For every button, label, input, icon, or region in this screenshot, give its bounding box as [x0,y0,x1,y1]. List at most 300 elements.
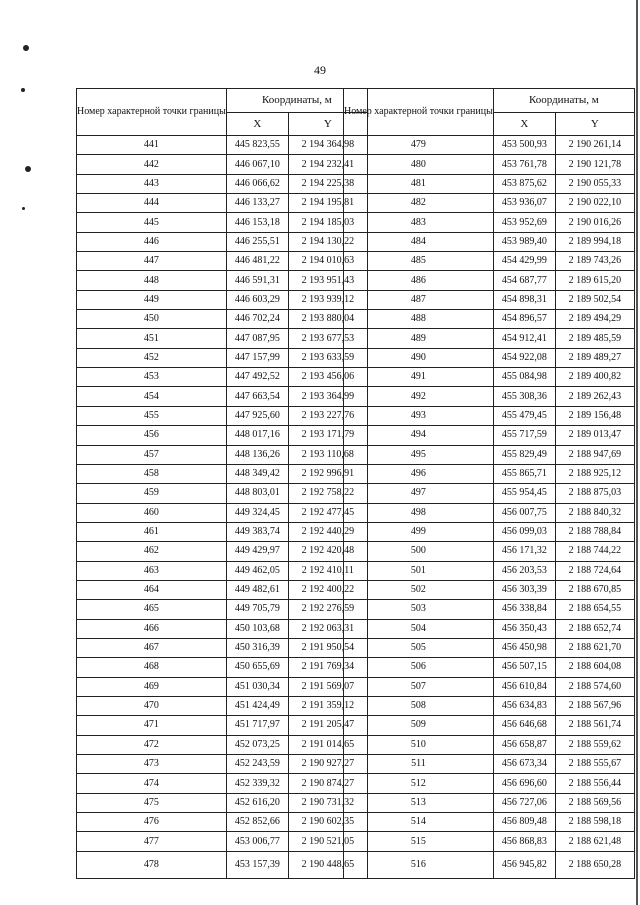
table-row [344,310,635,329]
table-row [77,194,368,213]
point-number-cell: 455 [77,406,227,425]
y-coordinate-cell: 2 189 994,18 [555,232,634,251]
x-coordinate-cell: 453 952,69 [493,213,555,232]
table-row [77,580,368,599]
y-coordinate-cell: 2 192 996,91 [288,464,367,483]
point-number-cell: 446 [77,232,227,251]
scan-edge-line [636,0,638,905]
table-row [77,271,368,290]
y-coordinate-cell: 2 188 556,44 [555,774,634,793]
point-number-cell: 503 [344,600,494,619]
x-coordinate-cell: 447 087,95 [226,329,288,348]
x-coordinate-cell: 454 898,31 [493,290,555,309]
table-row [344,755,635,774]
point-number-cell: 454 [77,387,227,406]
y-coordinate-cell: 2 193 171,79 [288,426,367,445]
scan-speck [22,207,25,210]
table-row [77,445,368,464]
point-number-cell: 464 [77,580,227,599]
table-row [77,155,368,174]
y-coordinate-cell: 2 188 670,85 [555,580,634,599]
x-coordinate-cell: 446 153,18 [226,213,288,232]
point-number-cell: 511 [344,755,494,774]
y-coordinate-cell: 2 192 276,59 [288,600,367,619]
point-number-cell: 461 [77,522,227,541]
point-number-cell: 473 [77,755,227,774]
y-coordinate-cell: 2 188 925,12 [555,464,634,483]
x-coordinate-cell: 449 324,45 [226,503,288,522]
table-row [77,561,368,580]
table-row [77,232,368,251]
table-row [344,136,635,155]
y-coordinate-cell: 2 190 874,27 [288,774,367,793]
y-coordinate-cell: 2 194 185,03 [288,213,367,232]
point-number-cell: 514 [344,813,494,832]
x-coordinate-cell: 456 171,32 [493,542,555,561]
y-coordinate-cell: 2 188 621,48 [555,832,634,851]
table-row [77,638,368,657]
x-coordinate-cell: 454 912,41 [493,329,555,348]
point-number-cell: 471 [77,716,227,735]
x-coordinate-cell: 454 687,77 [493,271,555,290]
x-coordinate-cell: 455 829,49 [493,445,555,464]
y-coordinate-cell: 2 188 574,60 [555,677,634,696]
y-coordinate-cell: 2 188 569,56 [555,793,634,812]
point-number-cell: 506 [344,658,494,677]
table-row [344,232,635,251]
x-coordinate-cell: 453 157,39 [226,851,288,878]
table-row [344,696,635,715]
table-row [344,677,635,696]
x-coordinate-cell: 456 634,83 [493,696,555,715]
table-row [344,735,635,754]
scan-speck [23,45,29,51]
table-row [344,368,635,387]
table-row [344,619,635,638]
table-row [77,213,368,232]
coordinates-table-left [76,88,368,879]
x-coordinate-cell: 448 136,26 [226,445,288,464]
y-coordinate-cell: 2 188 567,96 [555,696,634,715]
point-number-cell: 485 [344,252,494,271]
y-coordinate-cell: 2 188 559,62 [555,735,634,754]
table-row [344,600,635,619]
header-x: X [493,113,555,136]
y-coordinate-cell: 2 194 225,38 [288,174,367,193]
y-coordinate-cell: 2 189 502,54 [555,290,634,309]
x-coordinate-cell: 450 316,39 [226,638,288,657]
y-coordinate-cell: 2 190 731,32 [288,793,367,812]
y-coordinate-cell: 2 189 156,48 [555,406,634,425]
table-row [344,252,635,271]
y-coordinate-cell: 2 191 569,07 [288,677,367,696]
point-number-cell: 453 [77,368,227,387]
table-row [77,426,368,445]
x-coordinate-cell: 452 073,25 [226,735,288,754]
point-number-cell: 512 [344,774,494,793]
x-coordinate-cell: 449 429,97 [226,542,288,561]
table-row [344,638,635,657]
table-row [344,445,635,464]
point-number-cell: 475 [77,793,227,812]
x-coordinate-cell: 456 007,75 [493,503,555,522]
point-number-cell: 445 [77,213,227,232]
y-coordinate-cell: 2 194 130,22 [288,232,367,251]
x-coordinate-cell: 446 133,27 [226,194,288,213]
table-row [77,484,368,503]
y-coordinate-cell: 2 188 652,74 [555,619,634,638]
y-coordinate-cell: 2 193 456,06 [288,368,367,387]
x-coordinate-cell: 449 482,61 [226,580,288,599]
point-number-cell: 508 [344,696,494,715]
y-coordinate-cell: 2 189 400,82 [555,368,634,387]
x-coordinate-cell: 450 655,69 [226,658,288,677]
x-coordinate-cell: 456 658,87 [493,735,555,754]
point-number-cell: 509 [344,716,494,735]
table-row [77,290,368,309]
point-number-cell: 502 [344,580,494,599]
table-row [77,600,368,619]
y-coordinate-cell: 2 189 615,20 [555,271,634,290]
table-row [344,155,635,174]
x-coordinate-cell: 454 896,57 [493,310,555,329]
table-row [77,406,368,425]
y-coordinate-cell: 2 191 359,12 [288,696,367,715]
x-coordinate-cell: 451 717,97 [226,716,288,735]
x-coordinate-cell: 446 066,62 [226,174,288,193]
table-row [344,503,635,522]
y-coordinate-cell: 2 193 110,68 [288,445,367,464]
x-coordinate-cell: 447 925,60 [226,406,288,425]
x-coordinate-cell: 456 646,68 [493,716,555,735]
x-coordinate-cell: 447 492,52 [226,368,288,387]
y-coordinate-cell: 2 192 063,31 [288,619,367,638]
y-coordinate-cell: 2 190 602,35 [288,813,367,832]
x-coordinate-cell: 447 663,54 [226,387,288,406]
y-coordinate-cell: 2 188 561,74 [555,716,634,735]
x-coordinate-cell: 452 852,66 [226,813,288,832]
point-number-cell: 505 [344,638,494,657]
table-row [344,542,635,561]
y-coordinate-cell: 2 188 654,55 [555,600,634,619]
table-row [77,619,368,638]
point-number-cell: 469 [77,677,227,696]
header-y: Y [555,113,634,136]
point-number-cell: 465 [77,600,227,619]
table-row [77,658,368,677]
point-number-cell: 452 [77,348,227,367]
x-coordinate-cell: 453 500,93 [493,136,555,155]
point-number-cell: 456 [77,426,227,445]
point-number-cell: 457 [77,445,227,464]
table-row [344,851,635,878]
x-coordinate-cell: 455 479,45 [493,406,555,425]
y-coordinate-cell: 2 192 758,22 [288,484,367,503]
x-coordinate-cell: 448 803,01 [226,484,288,503]
y-coordinate-cell: 2 191 950,54 [288,638,367,657]
y-coordinate-cell: 2 191 205,47 [288,716,367,735]
x-coordinate-cell: 453 936,07 [493,194,555,213]
y-coordinate-cell: 2 190 022,10 [555,194,634,213]
point-number-cell: 459 [77,484,227,503]
x-coordinate-cell: 455 954,45 [493,484,555,503]
point-number-cell: 496 [344,464,494,483]
x-coordinate-cell: 456 350,43 [493,619,555,638]
x-coordinate-cell: 456 099,03 [493,522,555,541]
table-row [344,213,635,232]
point-number-cell: 451 [77,329,227,348]
y-coordinate-cell: 2 189 494,29 [555,310,634,329]
y-coordinate-cell: 2 193 939,12 [288,290,367,309]
point-number-cell: 484 [344,232,494,251]
header-coordinates: Координаты, м [493,89,634,113]
table-row [344,716,635,735]
y-coordinate-cell: 2 189 743,26 [555,252,634,271]
table-row [77,387,368,406]
table-row [77,542,368,561]
y-coordinate-cell: 2 188 724,64 [555,561,634,580]
page-number: 49 [314,63,326,77]
y-coordinate-cell: 2 193 677,53 [288,329,367,348]
table-row [344,464,635,483]
x-coordinate-cell: 446 255,51 [226,232,288,251]
point-number-cell: 463 [77,561,227,580]
point-number-cell: 460 [77,503,227,522]
point-number-cell: 441 [77,136,227,155]
point-number-cell: 493 [344,406,494,425]
point-number-cell: 491 [344,368,494,387]
x-coordinate-cell: 445 823,55 [226,136,288,155]
point-number-cell: 488 [344,310,494,329]
header-x: X [226,113,288,136]
y-coordinate-cell: 2 193 364,99 [288,387,367,406]
y-coordinate-cell: 2 188 875,03 [555,484,634,503]
table-row [344,387,635,406]
x-coordinate-cell: 456 507,15 [493,658,555,677]
x-coordinate-cell: 456 868,83 [493,832,555,851]
table-row [77,774,368,793]
y-coordinate-cell: 2 194 232,41 [288,155,367,174]
y-coordinate-cell: 2 189 262,43 [555,387,634,406]
x-coordinate-cell: 449 462,05 [226,561,288,580]
y-coordinate-cell: 2 190 121,78 [555,155,634,174]
x-coordinate-cell: 450 103,68 [226,619,288,638]
point-number-cell: 501 [344,561,494,580]
scan-speck [21,88,25,92]
x-coordinate-cell: 454 429,99 [493,252,555,271]
table-row [77,310,368,329]
coordinates-table-right [343,88,635,879]
point-number-cell: 470 [77,696,227,715]
header-point-number: Номер характерной точки границы [344,89,494,136]
x-coordinate-cell: 455 865,71 [493,464,555,483]
x-coordinate-cell: 453 761,78 [493,155,555,174]
y-coordinate-cell: 2 188 744,22 [555,542,634,561]
x-coordinate-cell: 456 303,39 [493,580,555,599]
table-row [344,484,635,503]
y-coordinate-cell: 2 190 521,05 [288,832,367,851]
table-row [344,813,635,832]
point-number-cell: 474 [77,774,227,793]
x-coordinate-cell: 455 084,98 [493,368,555,387]
table-row [77,813,368,832]
table-row [344,522,635,541]
y-coordinate-cell: 2 193 227,76 [288,406,367,425]
scan-speck [25,166,31,172]
table-row [344,832,635,851]
x-coordinate-cell: 448 017,16 [226,426,288,445]
x-coordinate-cell: 452 339,32 [226,774,288,793]
x-coordinate-cell: 456 203,53 [493,561,555,580]
point-number-cell: 467 [77,638,227,657]
table-row [77,755,368,774]
x-coordinate-cell: 456 696,60 [493,774,555,793]
table-row [77,793,368,812]
table-row [77,735,368,754]
table-row [344,194,635,213]
header-coordinates: Координаты, м [226,89,367,113]
y-coordinate-cell: 2 188 788,84 [555,522,634,541]
table-row [77,677,368,696]
x-coordinate-cell: 452 616,20 [226,793,288,812]
y-coordinate-cell: 2 192 440,29 [288,522,367,541]
table-row [77,851,368,878]
x-coordinate-cell: 446 603,29 [226,290,288,309]
table-row [344,561,635,580]
point-number-cell: 490 [344,348,494,367]
point-number-cell: 472 [77,735,227,754]
x-coordinate-cell: 448 349,42 [226,464,288,483]
point-number-cell: 476 [77,813,227,832]
point-number-cell: 498 [344,503,494,522]
table-row [77,716,368,735]
point-number-cell: 510 [344,735,494,754]
table-row [77,464,368,483]
header-y: Y [288,113,367,136]
x-coordinate-cell: 446 702,24 [226,310,288,329]
point-number-cell: 500 [344,542,494,561]
y-coordinate-cell: 2 189 485,59 [555,329,634,348]
point-number-cell: 444 [77,194,227,213]
x-coordinate-cell: 446 591,31 [226,271,288,290]
x-coordinate-cell: 451 424,49 [226,696,288,715]
y-coordinate-cell: 2 188 598,18 [555,813,634,832]
table-row [77,252,368,271]
table-row [344,271,635,290]
point-number-cell: 497 [344,484,494,503]
table-row [77,348,368,367]
y-coordinate-cell: 2 188 947,69 [555,445,634,464]
x-coordinate-cell: 456 809,48 [493,813,555,832]
y-coordinate-cell: 2 189 489,27 [555,348,634,367]
y-coordinate-cell: 2 192 410,11 [288,561,367,580]
point-number-cell: 483 [344,213,494,232]
table-row [344,580,635,599]
y-coordinate-cell: 2 190 927,27 [288,755,367,774]
point-number-cell: 513 [344,793,494,812]
y-coordinate-cell: 2 190 261,14 [555,136,634,155]
point-number-cell: 507 [344,677,494,696]
y-coordinate-cell: 2 189 013,47 [555,426,634,445]
point-number-cell: 486 [344,271,494,290]
table-row [344,658,635,677]
table-row [77,368,368,387]
table-row [344,793,635,812]
point-number-cell: 477 [77,832,227,851]
y-coordinate-cell: 2 192 420,48 [288,542,367,561]
table-row [344,426,635,445]
x-coordinate-cell: 452 243,59 [226,755,288,774]
point-number-cell: 495 [344,445,494,464]
table-row [344,406,635,425]
point-number-cell: 479 [344,136,494,155]
point-number-cell: 448 [77,271,227,290]
point-number-cell: 450 [77,310,227,329]
x-coordinate-cell: 451 030,34 [226,677,288,696]
table-row [77,174,368,193]
point-number-cell: 449 [77,290,227,309]
x-coordinate-cell: 453 006,77 [226,832,288,851]
x-coordinate-cell: 453 989,40 [493,232,555,251]
y-coordinate-cell: 2 193 951,43 [288,271,367,290]
y-coordinate-cell: 2 190 055,33 [555,174,634,193]
table-row [77,329,368,348]
y-coordinate-cell: 2 193 880,04 [288,310,367,329]
y-coordinate-cell: 2 188 604,08 [555,658,634,677]
y-coordinate-cell: 2 188 621,70 [555,638,634,657]
point-number-cell: 466 [77,619,227,638]
x-coordinate-cell: 449 705,79 [226,600,288,619]
point-number-cell: 480 [344,155,494,174]
x-coordinate-cell: 456 338,84 [493,600,555,619]
x-coordinate-cell: 456 727,06 [493,793,555,812]
table-row [344,290,635,309]
table-row [344,348,635,367]
y-coordinate-cell: 2 192 477,45 [288,503,367,522]
table-row [77,503,368,522]
point-number-cell: 462 [77,542,227,561]
y-coordinate-cell: 2 188 650,28 [555,851,634,878]
point-number-cell: 481 [344,174,494,193]
table-row [77,136,368,155]
y-coordinate-cell: 2 191 769,34 [288,658,367,677]
table-row [344,174,635,193]
y-coordinate-cell: 2 193 633,59 [288,348,367,367]
x-coordinate-cell: 456 945,82 [493,851,555,878]
point-number-cell: 492 [344,387,494,406]
table-row [344,329,635,348]
x-coordinate-cell: 456 450,98 [493,638,555,657]
y-coordinate-cell: 2 194 010,63 [288,252,367,271]
y-coordinate-cell: 2 192 400,22 [288,580,367,599]
x-coordinate-cell: 455 717,59 [493,426,555,445]
table-row [344,774,635,793]
y-coordinate-cell: 2 194 364,98 [288,136,367,155]
y-coordinate-cell: 2 188 840,32 [555,503,634,522]
y-coordinate-cell: 2 188 555,67 [555,755,634,774]
point-number-cell: 516 [344,851,494,878]
y-coordinate-cell: 2 191 014,65 [288,735,367,754]
x-coordinate-cell: 454 922,08 [493,348,555,367]
point-number-cell: 458 [77,464,227,483]
table-row [77,832,368,851]
point-number-cell: 489 [344,329,494,348]
point-number-cell: 478 [77,851,227,878]
x-coordinate-cell: 453 875,62 [493,174,555,193]
header-point-number: Номер характерной точки границы [77,89,227,136]
point-number-cell: 482 [344,194,494,213]
x-coordinate-cell: 447 157,99 [226,348,288,367]
